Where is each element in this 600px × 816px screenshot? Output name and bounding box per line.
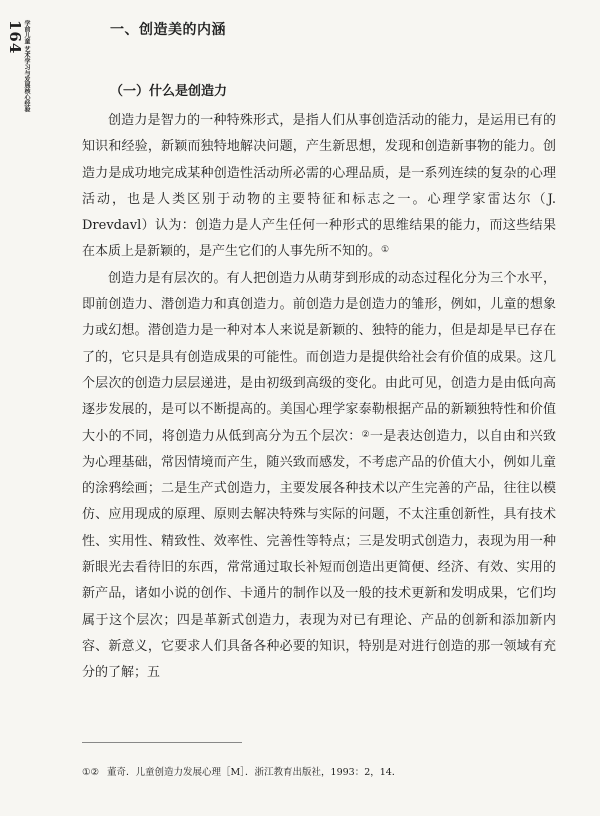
paragraph-levels-text-b: 一是表达创造力，以自由和兴致为心理基础，常因情境而产生，随兴致而感发，不考虑产品的价值大小，例如儿童的涂鸦绘画；二是生产式创造力，主要发展各种技术以产生完善的产品，往往以模仿、应用现成的原理、原则去解决特殊与实际的问题，不太注重创新性，具有技术性、实用性、精致性、效率性、完善性等特点；三是发明式创造力，表现为用一种新眼光去看待旧的东西，常常通过取长补短而创造出更简便、经济、有效、实用的新产品，诸如小说的创作、卡通片的制作以及一般的技术更新和发明成果，它们均属于这个层次；四是革新式创造力，表现为对已有理论、产品的创新和添加新内容、新意义，它要求人们具备各种必要的知识，特别是对进行创造的那一领域有充分的了解；五 bbox=[82, 428, 556, 681]
page-number: 164 bbox=[6, 20, 24, 55]
footnote-ref-2: ② bbox=[361, 429, 370, 440]
page-margin-header bbox=[6, 20, 40, 170]
paragraph-definition bbox=[82, 108, 556, 266]
paragraph-definition-text: 创造力是智力的一种特殊形式，是指人们从事创造活动的能力，是运用已有的知识和经验，新颖而独特地解决问题，产生新思想，发现和创造新事物的能力。创造力是成功地完成某种创造性活动所必需的心理品质，是一系列连续的复杂的心理活动，也是人类区别于动物的主要特征和标志之一。心理学家雷达尔（J. Drevdavl）认为：创造力是人产生任何一种形式的思维结果的能力，而这些结果在本质上是新颖的，是产生它们的人事先所不知的。 bbox=[82, 113, 556, 260]
footnote-ref-1: ① bbox=[381, 245, 390, 256]
footnote-marks: ①② bbox=[82, 767, 100, 778]
footnote-text: 董奇．儿童创造力发展心理［M］．浙江教育出版社，1993：2，14． bbox=[107, 767, 402, 778]
subsection-title: （一）什么是创造力 bbox=[110, 84, 228, 99]
section-title: 一、创造美的内涵 bbox=[110, 22, 226, 38]
paragraph-levels-text-a: 创造力是有层次的。有人把创造力从萌芽到形成的动态过程化分为三个水平，即前创造力、潜创造力和真创造力。前创造力是创造力的雏形，例如，儿童的想象力或幻想。潜创造力是一种对本人来说是新颖的、独特的能力，但是却是早已存在了的，它只是具有创造成果的可能性。而创造力是提供给社会有价值的成果。这几个层次的创造力层层递进，是由初级到高级的变化。由此可见，创造力是由低向高逐步发展的，是可以不断提高的。美国心理学家泰勒根据产品的新颖独特性和价值大小的不同，将创造力从低到高分为五个层次： bbox=[82, 270, 556, 444]
footnote-divider bbox=[82, 742, 242, 743]
running-book-title: 学前儿童 艺术学习与发展核心经验 bbox=[23, 20, 30, 113]
body-text bbox=[82, 108, 556, 687]
paragraph-levels bbox=[82, 266, 556, 687]
footnote bbox=[82, 764, 552, 778]
